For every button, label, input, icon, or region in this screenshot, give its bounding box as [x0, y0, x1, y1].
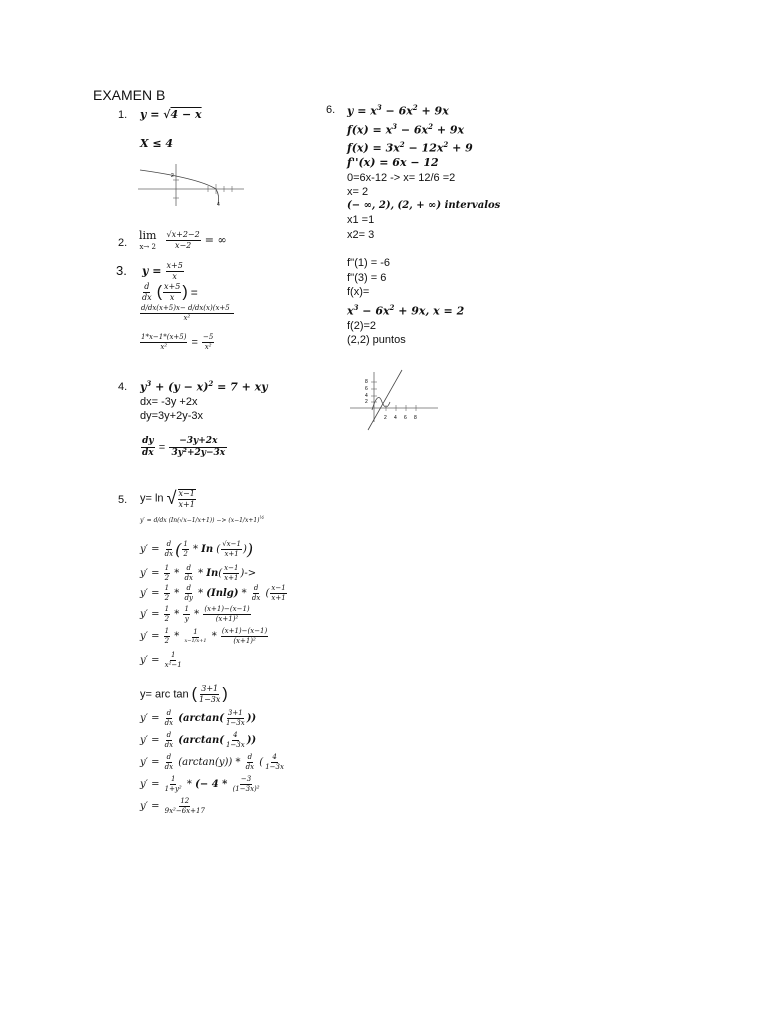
- problem-1-graph-label-4: 4: [217, 202, 220, 208]
- problem-5-line-2: y′ = $\frac{d}{dx}$ ( $\frac{1}{2}$ * In ( $\frac{√x-1}{x+1}$ )): [140, 540, 254, 559]
- problem-6-fx: f(x)=: [347, 286, 370, 298]
- problem-6-f2val: f(2)=2: [347, 320, 377, 332]
- problem-6-x1: x1 =1: [347, 214, 375, 226]
- problem-3-derivative: $\frac{d}{dx}$ ( $\frac{x+5}{x}$ ) =: [142, 282, 198, 302]
- problem-6-intervals: (− ∞, 2), (2, + ∞) intervalos: [347, 200, 501, 211]
- problem-1-graph-label-2: 2: [171, 173, 174, 179]
- problem-5-line-7: y′ = $\frac{1}{\text{x²−1}}$: [140, 651, 182, 669]
- problem-6-graph-x-4: 4: [394, 415, 397, 421]
- problem-4-result: $\frac{dy}{dx}$ = $\frac{-3y+2x}{\text{3y²+2y−3x}}$: [140, 437, 228, 458]
- problem-2-numerator: √x+2−2: [166, 230, 200, 239]
- problem-1-graph: [138, 160, 248, 210]
- problem-6-graph-y-6: 6: [365, 386, 368, 392]
- problem-5-arctan-line-2: y′ = $\frac{d}{dx}$ (arctan( $\frac{4}{1-3x}$ )): [140, 731, 257, 749]
- problem-4-dy: dy=3y+2y-3x: [140, 410, 203, 422]
- problem-6-points: (2,2) puntos: [347, 334, 406, 346]
- problem-6-graph-y-8: 8: [365, 379, 368, 385]
- problem-6-solve: 0=6x-12 -> x= 12/6 =2: [347, 172, 456, 184]
- problem-2-limit: [139, 230, 227, 251]
- problem-2-denominator: x−2: [174, 241, 192, 250]
- problem-1-equation: y = √4 − x: [140, 108, 202, 121]
- problem-6-x2: x2= 3: [347, 229, 375, 241]
- problem-1-domain: X ≤ 4: [140, 137, 174, 150]
- problem-6-f: $f(x) = x^3 - 6x^2 + 9x$: [347, 122, 465, 137]
- problem-4-number: 4.: [118, 381, 128, 393]
- problem-5-line-4: y′ = $\frac{1}{2}$ * $\frac{d}{dy}$ * (Inlg) * $\frac{d}{dx}$ ( $\frac{x-1}{x+1}$: [140, 584, 286, 602]
- problem-4-equation: $y^3 + (y - x)^2 = 7$ + xy: [140, 379, 268, 394]
- problem-5-arctan-line-1: y′ = $\frac{d}{dx}$ (arctan( $\frac{3+1}{1-3x}$ )): [140, 709, 257, 727]
- problem-6-fpp1: f''(1) = -6: [347, 257, 391, 269]
- problem-3-step-1: $\frac{d/dx(x+5)x- d/dx(x)(x+5}{\text{x²}}$: [139, 305, 235, 322]
- problem-6-graph-y-2: 2: [365, 399, 368, 405]
- problem-1-number: 1.: [118, 109, 128, 121]
- problem-3-step-2: $\frac{1*x-1*(x+5)}{\text{x²}}$ = $\frac{-5}{\text{x²}}$: [141, 333, 214, 351]
- problem-5-line-5: y′ = $\frac{1}{2}$ * $\frac{1}{y}$ * $\frac{(x+1)-(x-1)}{\text{(x+1)²}}$: [140, 605, 250, 623]
- problem-6-f1: $f(x) = 3x^2 - 12x^2 + 9$: [347, 140, 473, 155]
- problem-6-f2: f''(x) = 6x − 12: [347, 156, 439, 169]
- problem-5-arctan-equation: y= arc tan ( $\frac{3+1}{1-3x}$ ): [140, 684, 228, 704]
- problem-5-line-1: y′ = d/dx $(In(√x-1/x+1)) -> (x-1/x+1)^{\frac{1}{2}}$: [140, 515, 265, 524]
- problem-6-graph: [348, 368, 442, 432]
- problem-5-number: 5.: [118, 494, 128, 506]
- problem-6-x: x= 2: [347, 186, 369, 198]
- problem-3-number: 3.: [116, 263, 127, 278]
- problem-2-lim-sub: x→ 2: [139, 243, 156, 251]
- problem-3-equation: y = $\frac{x+5}{x}$: [142, 261, 183, 281]
- problem-5-arctan-line-5: y′ = $\frac{12}{\text{9x²−6x+17}}$: [140, 797, 205, 815]
- problem-5-line-6: y′ = $\frac{1}{2}$ * $\frac{1}{x-1/x+1}$ * $\frac{(x+1)-(x-1)}{\text{(x+1)²}}$: [140, 627, 268, 645]
- problem-6-graph-x-2: 2: [384, 415, 387, 421]
- problem-5-line-3: y′ = $\frac{1}{2}$ * $\frac{d}{dx}$ * In( $\frac{x-1}{x+1}$ )->: [140, 564, 257, 582]
- exam-title: EXAMEN B: [93, 87, 166, 103]
- problem-5-arctan-line-3: y′ = $\frac{d}{dx}$ (arctan(y)) * $\frac{d}{dx}$ ( $\frac{4}{1-3x}$: [140, 753, 284, 771]
- problem-6-graph-y-4: 4: [365, 393, 368, 399]
- problem-6-equation: $y = x^3 - 6x^2 + 9x$: [347, 103, 449, 118]
- problem-6-fx-eq: $x^3 - 6x^2 + 9x$, x = 2: [347, 303, 465, 318]
- problem-2-number: 2.: [118, 237, 128, 249]
- problem-2-lim: lim: [139, 229, 157, 242]
- problem-6-graph-x-8: 8: [414, 415, 417, 421]
- problem-5-equation: y= ln √ $\frac{x-1}{x+1}$: [140, 488, 195, 509]
- problem-4-dx: dx= -3y +2x: [140, 396, 198, 408]
- problem-2-result: = ∞: [204, 233, 227, 247]
- problem-6-graph-x-6: 6: [404, 415, 407, 421]
- problem-6-number: 6.: [326, 104, 336, 116]
- problem-5-arctan-line-4: y′ = $\frac{1}{\text{1+y²}}$ * (− 4 * $\frac{-3}{\text{(1−3x)²}}$: [140, 775, 260, 793]
- problem-6-fpp3: f''(3) = 6: [347, 272, 387, 284]
